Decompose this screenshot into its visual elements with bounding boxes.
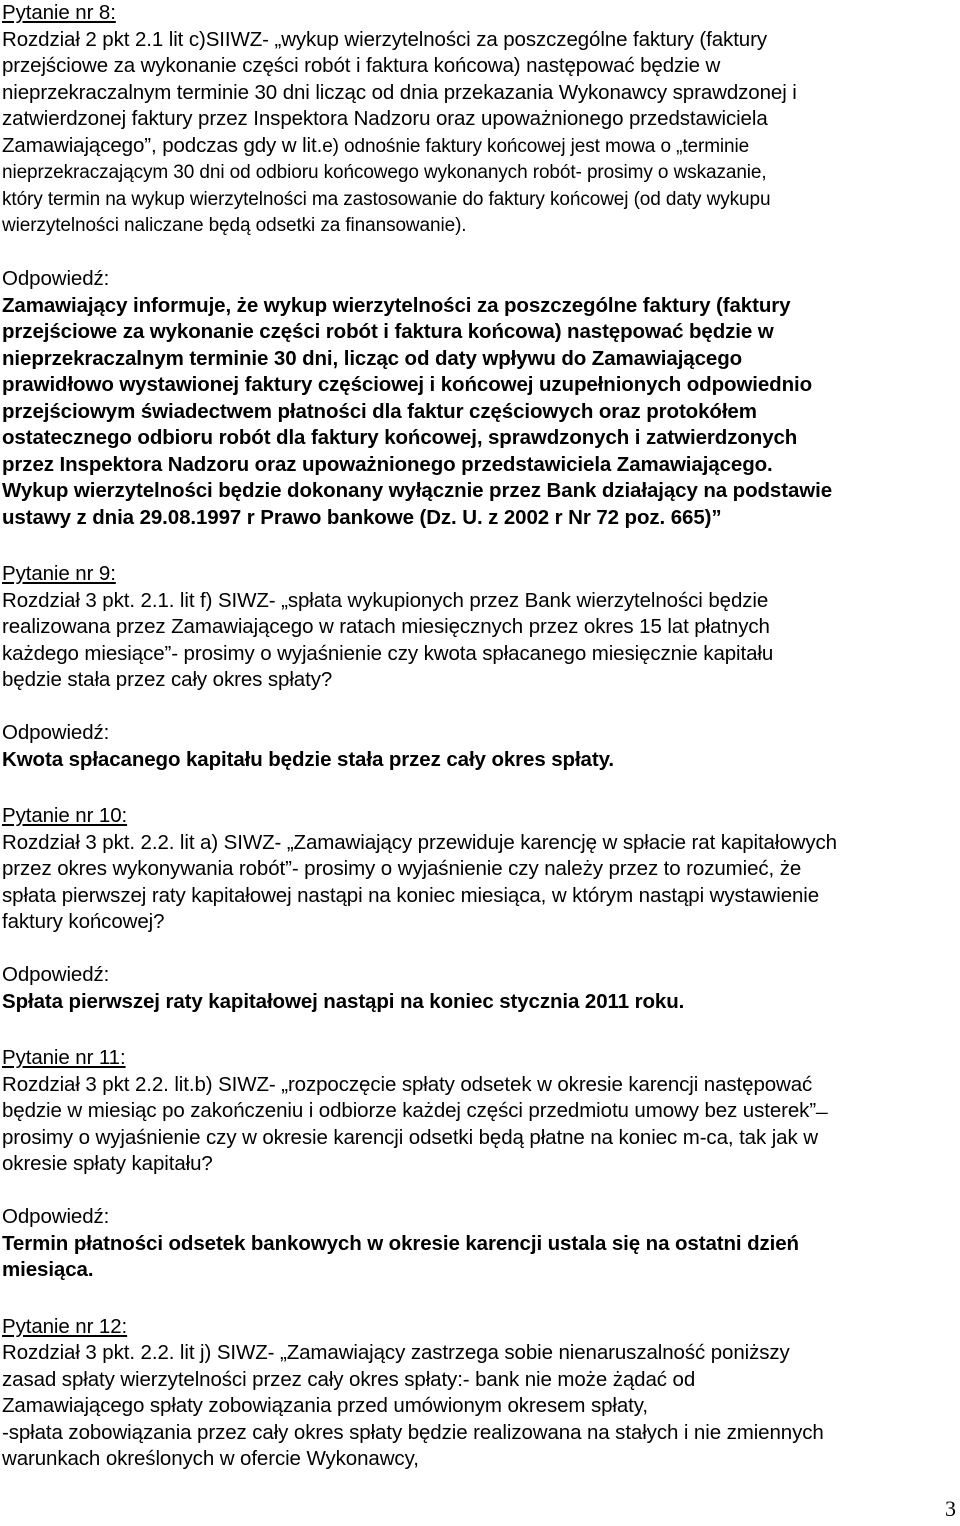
question-line: Rozdział 3 pkt. 2.2. lit j) SIWZ- „Zamawiający zastrzega sobie nienaruszalność poniższy	[2, 1341, 790, 1364]
question-line: spłata pierwszej raty kapitałowej nastąpi na koniec miesiąca, w którym nastąpi wystawienie	[2, 883, 820, 907]
question-title: Pytanie nr 9:	[2, 562, 116, 585]
question-line: który termin na wykup wierzytelności ma zastosowanie do faktury końcowej (od daty wykupu	[2, 188, 771, 210]
answer-label: Odpowiedź:	[2, 721, 110, 744]
question-line: Rozdział 3 pkt. 2.1. lit f) SIWZ- „spłata wykupionych przez Bank wierzytelności będzie	[2, 588, 769, 612]
question-line: będzie stała przez cały okres spłaty?	[2, 668, 333, 691]
question-line: nieprzekraczającym 30 dni od odbioru końcowego wykonanych robót- prosimy o wskazanie,	[2, 162, 767, 183]
answer-line: przejściowe za wykonanie części robót i faktura końcowa) następować będzie w	[2, 320, 774, 343]
question-line: zatwierdzonej faktury przez Inspektora Nadzoru oraz upoważnionego przedstawiciela	[2, 107, 768, 130]
question-9	[2, 561, 957, 773]
question-line: realizowana przez Zamawiającego w ratach miesięcznych przez okres 15 lat płatnych	[2, 615, 770, 638]
question-line: Zamawiającego spłaty zobowiązania przed umówionym okresem spłaty,	[2, 1394, 648, 1417]
question-line: każdego miesiące”- prosimy o wyjaśnienie czy kwota spłacanego miesięcznie kapitału	[2, 641, 774, 665]
answer-line: miesiąca.	[2, 1258, 94, 1281]
answer-line: Zamawiający informuje, że wykup wierzytelności za poszczególne faktury (faktury	[2, 293, 791, 317]
question-line: wierzytelności naliczane będą odsetki za finansowanie).	[2, 215, 467, 236]
question-line-part: Zamawiającego”, podczas gdy w lit.	[2, 133, 323, 157]
question-title: Pytanie nr 10:	[2, 804, 128, 827]
document-page	[2, 0, 957, 1473]
answer-line: Wykup wierzytelności będzie dokonany wyłącznie przez Bank działający na podstawie	[2, 479, 832, 502]
answer-line: Spłata pierwszej raty kapitałowej nastąpi na koniec stycznia 2011 roku.	[2, 989, 685, 1013]
question-title: Pytanie nr 11:	[2, 1046, 126, 1069]
question-line: zasad spłaty wierzytelności przez cały okres spłaty:- bank nie może żądać od	[2, 1367, 696, 1391]
question-line: faktury końcowej?	[2, 910, 165, 933]
question-10	[2, 803, 957, 1015]
question-8	[2, 0, 957, 531]
question-line	[2, 133, 957, 161]
answer-line: przejściowym świadectwem płatności dla faktur częściowych oraz protokółem	[2, 399, 757, 423]
question-line: Rozdział 3 pkt. 2.2. lit a) SIWZ- „Zamawiający przewiduje karencję w spłacie rat kapitałowych	[2, 830, 837, 854]
answer-line: Kwota spłacanego kapitału będzie stała przez cały okres spłaty.	[2, 747, 614, 771]
question-line: Rozdział 3 pkt 2.2. lit.b) SIWZ- „rozpoczęcie spłaty odsetek w okresie karencji następować	[2, 1072, 813, 1096]
answer-line: ostatecznego odbioru robót dla faktury końcowej, sprawdzonych i zatwierdzonych	[2, 426, 798, 449]
question-title: Pytanie nr 8:	[2, 1, 116, 24]
answer-label: Odpowiedź:	[2, 963, 110, 986]
question-line: warunkach określonych w ofercie Wykonawcy,	[2, 1447, 419, 1470]
answer-label: Odpowiedź:	[2, 267, 110, 290]
answer-line: nieprzekraczalnym terminie 30 dni, licząc od daty wpływu do Zamawiającego	[2, 346, 743, 370]
answer-line: Termin płatności odsetek bankowych w okresie karencji ustala się na ostatni dzień	[2, 1231, 799, 1255]
question-11	[2, 1045, 957, 1284]
question-line: przejściowe za wykonanie części robót i faktura końcowa) następować będzie w	[2, 54, 721, 77]
question-line: przez okres wykonywania robót”- prosimy o wyjaśnienie czy należy przez to rozumieć, że	[2, 857, 802, 880]
question-line-part: e) odnośnie faktury końcowej jest mowa o „terminie	[322, 135, 750, 157]
answer-label: Odpowiedź:	[2, 1205, 110, 1228]
question-line: nieprzekraczalnym terminie 30 dni licząc od dnia przekazania Wykonawcy sprawdzonej i	[2, 80, 797, 104]
page-number: 3	[945, 1496, 956, 1521]
question-line: Rozdział 2 pkt 2.1 lit c)SIIWZ- „wykup wierzytelności za poszczególne faktury (faktury	[2, 27, 767, 51]
answer-line: ustawy z dnia 29.08.1997 r Prawo bankowe (Dz. U. z 2002 r Nr 72 poz. 665)”	[2, 505, 722, 529]
question-line: okresie spłaty kapitału?	[2, 1152, 213, 1175]
question-title: Pytanie nr 12:	[2, 1314, 128, 1338]
answer-line: przez Inspektora Nadzoru oraz upoważnionego przedstawiciela Zamawiającego.	[2, 452, 773, 476]
answer-line: prawidłowo wystawionej faktury częściowej i końcowej uzupełnionych odpowiednio	[2, 373, 813, 396]
question-line: prosimy o wyjaśnienie czy w okresie karencji odsetki będą płatne na koniec m-ca, tak jak w	[2, 1125, 818, 1149]
question-line: będzie w miesiąc po zakończeniu i odbiorze każdej części przedmiotu umowy bez usterek” ̶	[2, 1099, 822, 1122]
question-line: -spłata zobowiązania przez cały okres spłaty będzie realizowana na stałych i nie zmiennych	[2, 1420, 824, 1444]
question-12	[2, 1314, 957, 1473]
